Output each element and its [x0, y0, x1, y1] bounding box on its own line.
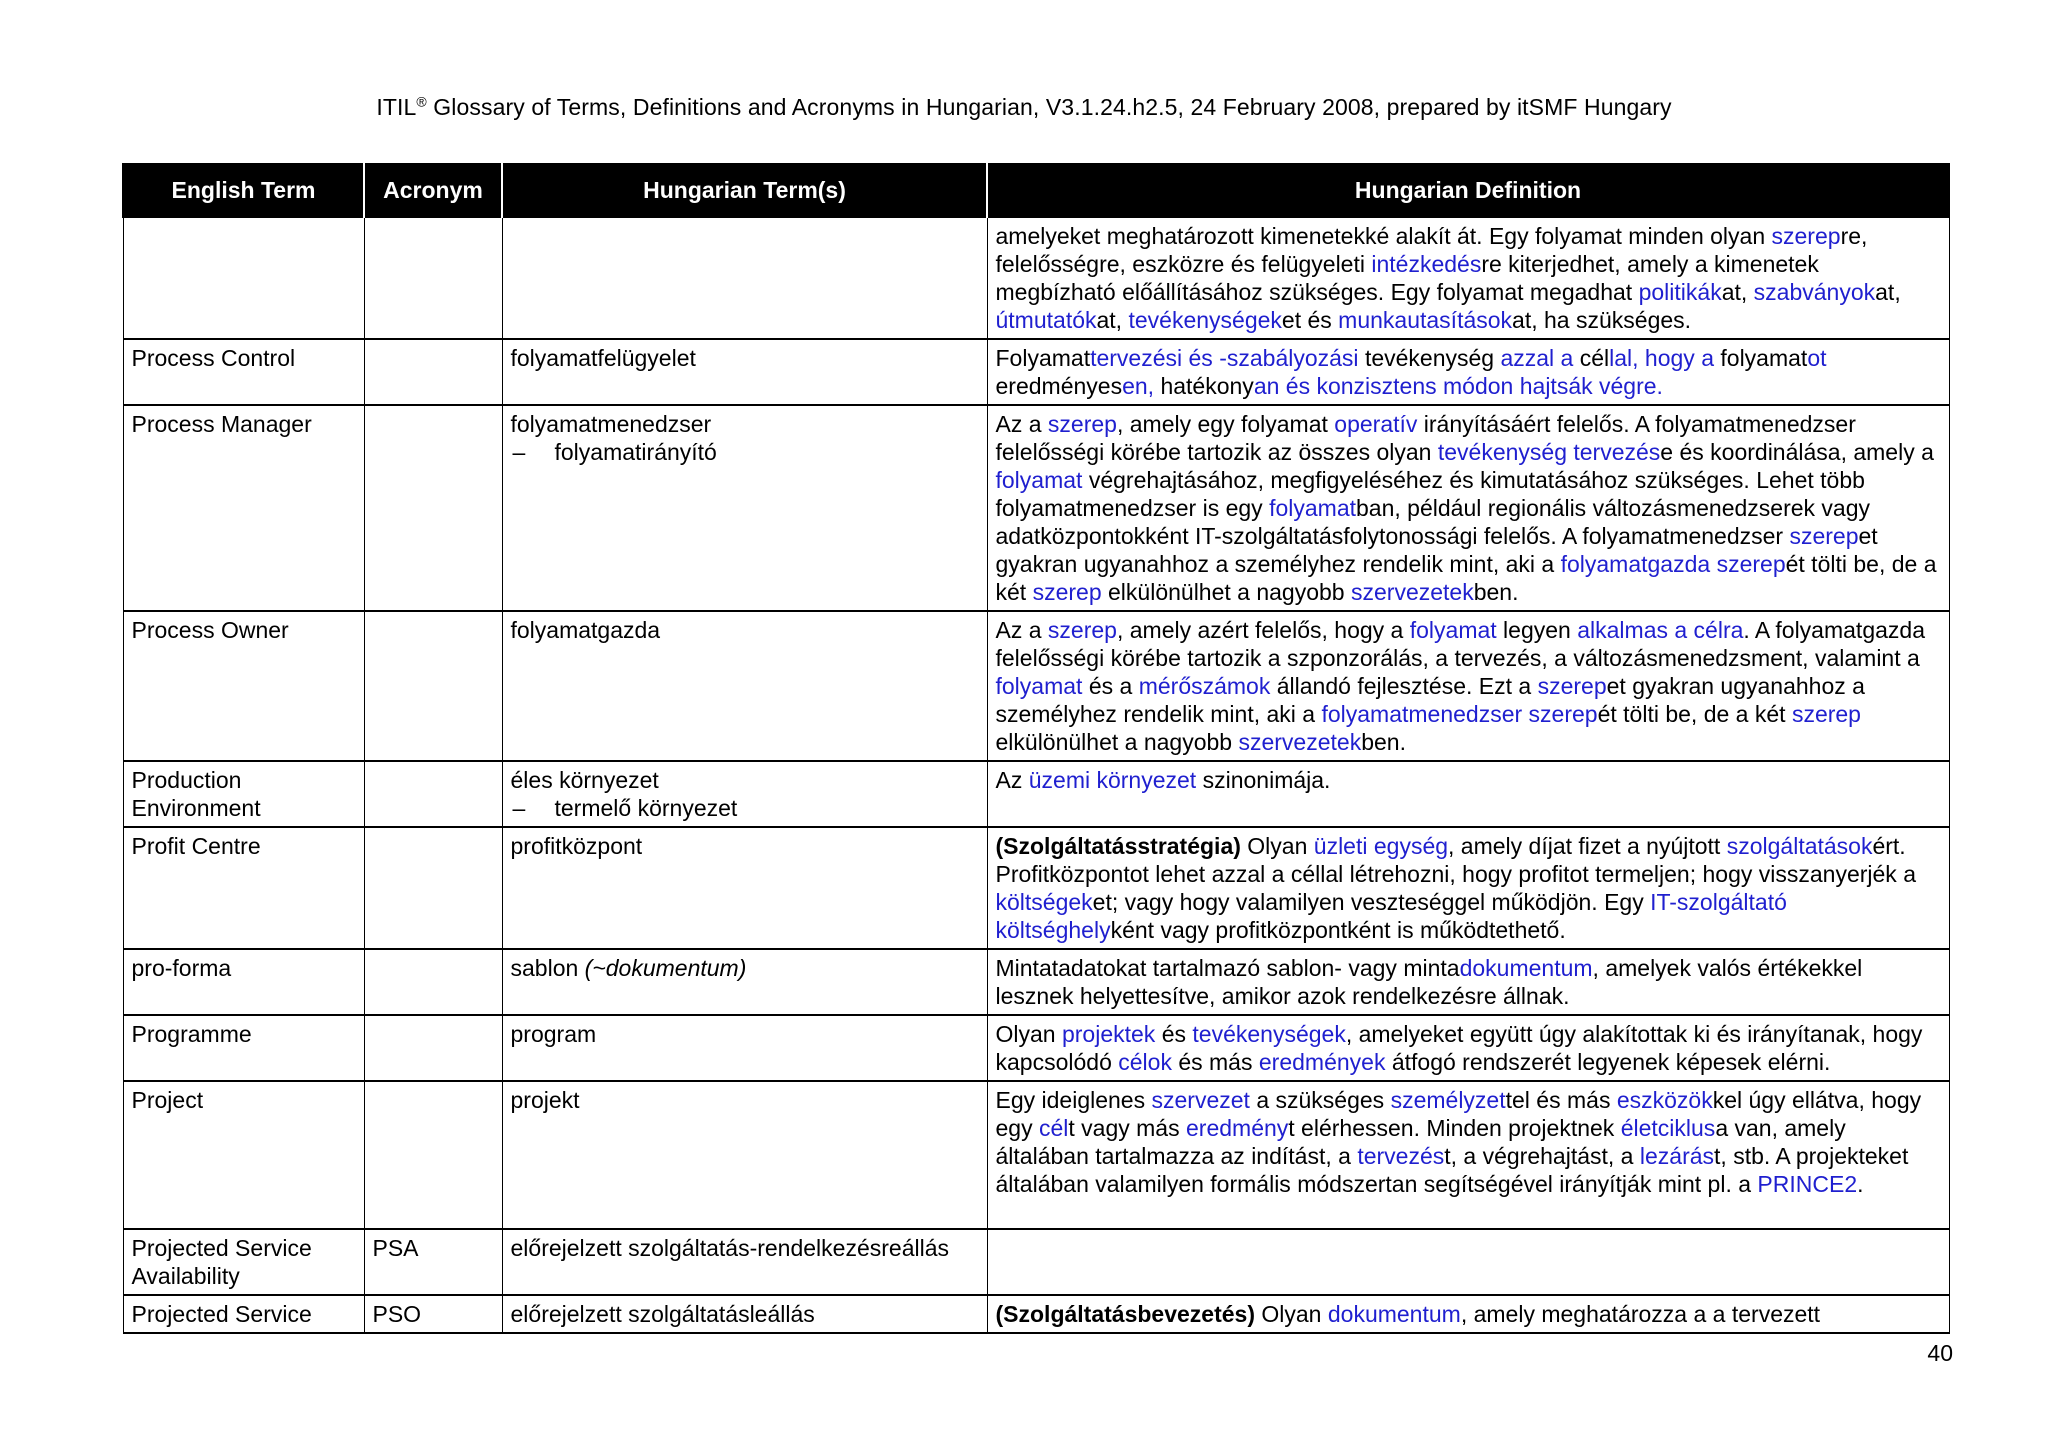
- acronym: [364, 827, 502, 949]
- english-term: Projected Service Availability: [123, 1229, 364, 1295]
- definition: [987, 611, 1949, 761]
- table-row: [123, 1081, 1949, 1229]
- definition-text: Olyan: [995, 1021, 1062, 1047]
- hungarian-term-alt: [511, 438, 979, 466]
- hungarian-term-note: (~dokumentum): [584, 955, 747, 981]
- column-header-definition: Hungarian Definition: [987, 163, 1949, 218]
- cross-reference-term: folyamatgazda szerep: [1560, 551, 1786, 577]
- cross-reference-term: útmutatók: [995, 307, 1097, 333]
- definition-text: irányításáért felelős. A folyamatmenedzser felelősségi körébe tartozik az összes olyan: [995, 411, 1856, 465]
- hungarian-term: [502, 405, 987, 611]
- definition-text: elkülönülhet a nagyobb: [995, 729, 1239, 755]
- cross-reference-term: személyzet: [1390, 1087, 1506, 1113]
- table-row: [123, 1229, 1949, 1295]
- cross-reference-term: szervezetek: [1351, 579, 1474, 605]
- running-header: [0, 94, 2048, 121]
- hungarian-term: profitközpont: [502, 827, 987, 949]
- cross-reference-term: en,: [1122, 373, 1161, 399]
- definition-text: t, a végrehajtást, a: [1444, 1143, 1640, 1169]
- definition-text: re, felelősségre, eszközre és felügyeleti: [995, 223, 1868, 277]
- table-row: [123, 218, 1949, 339]
- cross-reference-term: dokumentum: [1459, 955, 1593, 981]
- cross-reference-term: eredmények: [1258, 1049, 1386, 1075]
- definition-text: ben.: [1473, 579, 1519, 605]
- cross-reference-term: dokumentum: [1327, 1301, 1461, 1327]
- table-row: [123, 611, 1949, 761]
- hungarian-term: program: [502, 1015, 987, 1081]
- cross-reference-term: szervezet: [1151, 1087, 1250, 1113]
- hungarian-term: folyamatgazda: [502, 611, 987, 761]
- cross-reference-term: alkalmas a célra: [1577, 617, 1744, 643]
- definition-text: t vagy más: [1068, 1115, 1186, 1141]
- cross-reference-term: folyamatmenedzser szerep: [1321, 701, 1598, 727]
- definition: [987, 949, 1949, 1015]
- definition-text: Folyamat: [995, 345, 1091, 371]
- english-term: pro-forma: [123, 949, 364, 1015]
- hungarian-term-alt-text: folyamatirányító: [554, 439, 717, 465]
- acronym: PSO: [364, 1295, 502, 1333]
- glossary-table: [122, 163, 1950, 1334]
- cross-reference-term: célok: [1118, 1049, 1172, 1075]
- definition-text: ét tölti be, de a két: [1597, 701, 1792, 727]
- definition-text: végrehajtásához, megfigyeléséhez és kimutatásához szükséges. Lehet több folyamatmenedzser is egy: [995, 467, 1865, 521]
- definition-text: , amely egy folyamat: [1116, 411, 1335, 437]
- header-text: Glossary of Terms, Definitions and Acronyms in Hungarian, V3.1.24.h2.5, 24 February 2008, prepared by itSMF Hungary: [426, 94, 1672, 120]
- acronym: [364, 405, 502, 611]
- definition-text: és más: [1171, 1049, 1259, 1075]
- acronym: [364, 339, 502, 405]
- cross-reference-term: politikák: [1638, 279, 1722, 305]
- definition-text: és: [1155, 1021, 1193, 1047]
- table-row: [123, 405, 1949, 611]
- definition-text: szinonimája.: [1196, 767, 1331, 793]
- english-term: Programme: [123, 1015, 364, 1081]
- acronym: [364, 949, 502, 1015]
- table-row: [123, 339, 1949, 405]
- english-term: Profit Centre: [123, 827, 364, 949]
- definition-text: tevékenység: [1364, 345, 1495, 371]
- definition: [987, 1081, 1949, 1229]
- definition-text: elkülönülhet a nagyobb: [1101, 579, 1351, 605]
- cross-reference-term: folyamat: [995, 467, 1083, 493]
- cross-reference-term: üzleti egység: [1313, 833, 1449, 859]
- definition-text: legyen: [1496, 617, 1578, 643]
- definition: [987, 218, 1949, 339]
- english-term: Process Manager: [123, 405, 364, 611]
- hungarian-term: [502, 761, 987, 827]
- cross-reference-term: szerep: [1047, 617, 1117, 643]
- hungarian-term-main: folyamatmenedzser: [510, 411, 712, 437]
- definition-text: , amely azért felelős, hogy a: [1116, 617, 1410, 643]
- definition-text: Olyan: [1254, 1301, 1328, 1327]
- definition-text: re kiterjedhet, amely a kimenetek megbízható előállításához szükséges. Egy folyamat megadhat: [995, 251, 1819, 305]
- english-term: [123, 218, 364, 339]
- cross-reference-term: intézkedés: [1371, 251, 1482, 277]
- cross-reference-term: an és konzisztens módon hajtsák végre.: [1253, 373, 1663, 399]
- definition-text: , amely díjat fizet a nyújtott: [1448, 833, 1727, 859]
- definition-text: at,: [1721, 279, 1754, 305]
- table-row: [123, 761, 1949, 827]
- definition-text: et és: [1281, 307, 1339, 333]
- hungarian-term: [502, 949, 987, 1015]
- cross-reference-term: folyamat: [1409, 617, 1497, 643]
- definition-text: Az a: [995, 411, 1048, 437]
- cross-reference-term: életciklus: [1620, 1115, 1716, 1141]
- definition-text: a van, amely általában tartalmazza az indítást, a: [995, 1115, 1846, 1169]
- definition-category: (Szolgáltatásbevezetés): [995, 1301, 1255, 1327]
- hungarian-term-main: éles környezet: [510, 767, 659, 793]
- definition-text: et gyakran ugyanahhoz a személyhez rendelik mint, aki a: [995, 523, 1878, 577]
- hungarian-term: előrejelzett szolgáltatás-rendelkezésreállás: [502, 1229, 987, 1295]
- definition: [987, 1295, 1949, 1333]
- cross-reference-term: szolgáltatások: [1726, 833, 1873, 859]
- definition-text: kel úgy ellátva, hogy egy: [995, 1087, 1922, 1141]
- definition-category: (Szolgáltatásstratégia): [995, 833, 1241, 859]
- cross-reference-term: azzal a: [1494, 345, 1580, 371]
- cross-reference-term: IT-szolgáltató költséghely: [995, 889, 1787, 943]
- table-row: [123, 1015, 1949, 1081]
- column-header-hungarian: Hungarian Term(s): [502, 163, 987, 218]
- acronym: [364, 611, 502, 761]
- cross-reference-term: folyamat: [1269, 495, 1357, 521]
- acronym: PSA: [364, 1229, 502, 1295]
- cross-reference-term: szerep: [1791, 701, 1861, 727]
- column-header-acronym: Acronym: [364, 163, 502, 218]
- dash-mark: –: [512, 439, 526, 465]
- cross-reference-term: folyamat: [995, 673, 1083, 699]
- dash-mark: –: [512, 795, 526, 821]
- cross-reference-term: munkautasítások: [1338, 307, 1513, 333]
- acronym: [364, 761, 502, 827]
- definition-text: . A folyamatgazda felelősségi körébe tartozik a szponzorálás, a tervezés, a változásmenedzsment, valamint a: [995, 617, 1925, 671]
- cross-reference-term: szabványok: [1753, 279, 1876, 305]
- definition: [987, 1229, 1949, 1295]
- cross-reference-term: projektek: [1061, 1021, 1156, 1047]
- definition-text: ban, például regionális változásmenedzserek vagy adatközpontokként IT-szolgáltatásfolytonossági felelős. A folyamatmenedzser: [995, 495, 1870, 549]
- cross-reference-term: PRINCE2: [1757, 1171, 1858, 1197]
- definition-text: Mintatadatokat tartalmazó sablon- vagy minta: [995, 955, 1460, 981]
- cross-reference-term: lal, hogy a: [1609, 345, 1721, 371]
- cross-reference-term: eszközök: [1616, 1087, 1713, 1113]
- definition-text: és a: [1082, 673, 1139, 699]
- hungarian-term-alt-text: termelő környezet: [554, 795, 738, 821]
- table-row: [123, 949, 1949, 1015]
- definition-text: .: [1857, 1171, 1864, 1197]
- cross-reference-term: tevékenység tervezés: [1437, 439, 1661, 465]
- definition-text: et gyakran ugyanahhoz a személyhez rendelik mint, aki a: [995, 673, 1865, 727]
- english-term: Process Control: [123, 339, 364, 405]
- table-row: [123, 1295, 1949, 1333]
- cross-reference-term: eredmény: [1186, 1115, 1289, 1141]
- definition: [987, 339, 1949, 405]
- definition-text: cél: [1579, 345, 1610, 371]
- cross-reference-term: szerep: [1789, 523, 1859, 549]
- definition-text: Az: [995, 767, 1029, 793]
- definition-text: ben.: [1361, 729, 1406, 755]
- definition: [987, 405, 1949, 611]
- acronym: [364, 1081, 502, 1229]
- column-header-english: English Term: [123, 163, 364, 218]
- definition-text: t elérhessen. Minden projektnek: [1288, 1115, 1621, 1141]
- definition-text: t, stb. A projekteket általában valamilyen formális módszertan segítségével irányítják mint pl. a: [995, 1143, 1909, 1197]
- cross-reference-term: tervezés: [1357, 1143, 1445, 1169]
- definition-text: , amelyek valós értékekkel lesznek helyettesítve, amikor azok rendelkezésre állnak.: [995, 955, 1863, 1009]
- definition-text: ért. Profitközpontot lehet azzal a céllal létrehozni, hogy profitot termeljen; hogy visszanyerjék a: [995, 833, 1916, 887]
- definition-text: Olyan: [1240, 833, 1314, 859]
- cross-reference-term: szerep: [1032, 579, 1102, 605]
- cross-reference-term: szerep: [1537, 673, 1607, 699]
- cross-reference-term: ot: [1807, 345, 1827, 371]
- definition-text: átfogó rendszerét legyenek képesek elérni.: [1385, 1049, 1831, 1075]
- definition-text: ként vagy profitközpontként is működtethető.: [1110, 917, 1566, 943]
- hungarian-term: folyamatfelügyelet: [502, 339, 987, 405]
- definition-text: Az a: [995, 617, 1048, 643]
- hungarian-term: [502, 218, 987, 339]
- definition: [987, 1015, 1949, 1081]
- table-header-row: [123, 163, 1949, 218]
- cross-reference-term: szervezetek: [1238, 729, 1362, 755]
- definition-text: eredményes: [995, 373, 1123, 399]
- hungarian-term: előrejelzett szolgáltatásleállás: [502, 1295, 987, 1333]
- hungarian-term-main: sablon: [510, 955, 585, 981]
- definition-text: at,: [1096, 307, 1129, 333]
- definition-text: ét tölti be, de a két: [995, 551, 1937, 605]
- definition-text: e és koordinálása, amely a: [1660, 439, 1934, 465]
- definition-text: , amely meghatározza a a tervezett: [1460, 1301, 1821, 1327]
- definition: [987, 827, 1949, 949]
- definition-text: állandó fejlesztése. Ezt a: [1270, 673, 1538, 699]
- cross-reference-term: lezárás: [1639, 1143, 1715, 1169]
- acronym: [364, 1015, 502, 1081]
- cross-reference-term: tevékenységek: [1128, 307, 1282, 333]
- acronym: [364, 218, 502, 339]
- cross-reference-term: mérőszámok: [1138, 673, 1271, 699]
- definition-text: et; vagy hogy valamilyen veszteséggel működjön. Egy: [1092, 889, 1651, 915]
- definition-text: tel és más: [1505, 1087, 1617, 1113]
- definition-text: Egy ideiglenes: [995, 1087, 1152, 1113]
- definition-text: amelyeket meghatározott kimenetekké alakít át. Egy folyamat minden olyan: [995, 223, 1772, 249]
- english-term: Production Environment: [123, 761, 364, 827]
- cross-reference-term: operatív: [1334, 411, 1418, 437]
- hungarian-term: projekt: [502, 1081, 987, 1229]
- definition-text: at, ha szükséges.: [1512, 307, 1692, 333]
- definition-text: at,: [1875, 279, 1901, 305]
- table-row: [123, 827, 1949, 949]
- cross-reference-term: üzemi környezet: [1028, 767, 1197, 793]
- english-term: Projected Service: [123, 1295, 364, 1333]
- definition-text: a szükséges: [1249, 1087, 1391, 1113]
- cross-reference-term: tervezési és -szabályozási: [1090, 345, 1365, 371]
- cross-reference-term: költségek: [995, 889, 1093, 915]
- english-term: Process Owner: [123, 611, 364, 761]
- english-term: Project: [123, 1081, 364, 1229]
- cross-reference-term: szerep: [1771, 223, 1841, 249]
- page-number: 40: [1927, 1340, 1953, 1366]
- cross-reference-term: szerep: [1047, 411, 1117, 437]
- hungarian-term-alt: [511, 794, 979, 822]
- header-prefix: ITIL: [376, 94, 417, 120]
- definition-text: folyamat: [1720, 345, 1808, 371]
- definition-text: hatékony: [1160, 373, 1254, 399]
- cross-reference-term: tevékenységek: [1192, 1021, 1346, 1047]
- definition-text: , amelyeket együtt úgy alakítottak ki és irányítanak, hogy kapcsolódó: [995, 1021, 1923, 1075]
- cross-reference-term: cél: [1038, 1115, 1069, 1141]
- registered-mark: ®: [416, 93, 427, 110]
- definition: [987, 761, 1949, 827]
